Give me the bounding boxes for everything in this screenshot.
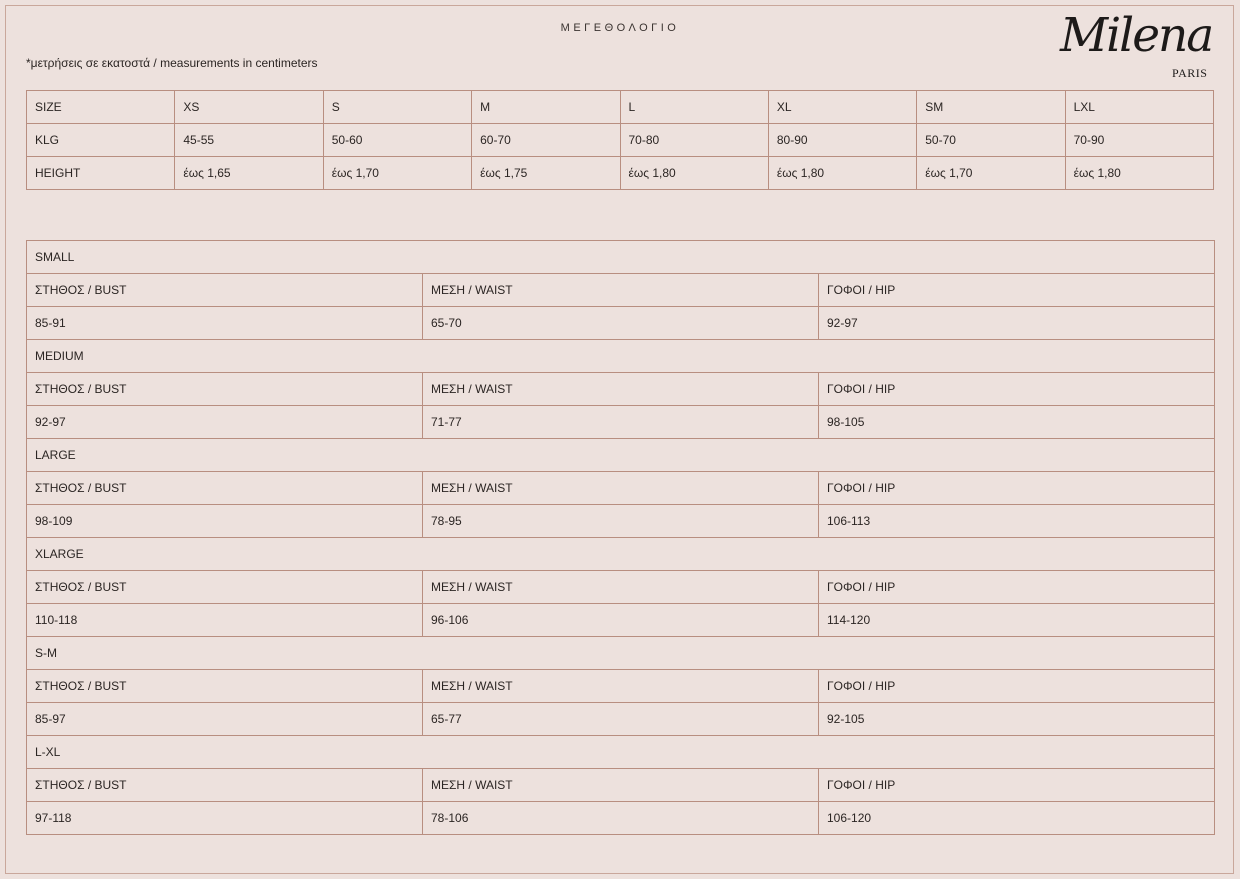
measurement-note: *μετρήσεις σε εκατοστά / measurements in centimeters: [26, 56, 318, 70]
table-cell: 70-90: [1065, 124, 1213, 157]
table-cell: 50-70: [917, 124, 1065, 157]
table-cell: L: [620, 91, 768, 124]
table-row: [27, 373, 1215, 406]
group-name: LARGE: [27, 439, 1215, 472]
table-cell: SIZE: [27, 91, 175, 124]
group-header-row: [27, 340, 1215, 373]
group-name: MEDIUM: [27, 340, 1215, 373]
table-cell: XS: [175, 91, 323, 124]
table-row: [27, 472, 1215, 505]
bust-value: 110-118: [27, 604, 423, 637]
table-cell: 45-55: [175, 124, 323, 157]
table-row: [27, 157, 1214, 190]
table-cell: έως 1,75: [472, 157, 620, 190]
table-cell: έως 1,80: [1065, 157, 1213, 190]
table-row: [27, 307, 1215, 340]
bust-header: ΣΤΗΘΟΣ / BUST: [27, 472, 423, 505]
size-chart-table: [26, 90, 1214, 190]
bust-header: ΣΤΗΘΟΣ / BUST: [27, 373, 423, 406]
hip-header: ΓΟΦΟΙ / HIP: [819, 670, 1215, 703]
table-row: [27, 406, 1215, 439]
brand-logo-subtitle: PARIS: [1172, 66, 1208, 80]
table-cell: έως 1,65: [175, 157, 323, 190]
bust-header: ΣΤΗΘΟΣ / BUST: [27, 769, 423, 802]
bust-header: ΣΤΗΘΟΣ / BUST: [27, 670, 423, 703]
table-cell: έως 1,80: [768, 157, 916, 190]
group-name: SMALL: [27, 241, 1215, 274]
hip-value: 114-120: [819, 604, 1215, 637]
hip-header: ΓΟΦΟΙ / HIP: [819, 274, 1215, 307]
bust-header: ΣΤΗΘΟΣ / BUST: [27, 571, 423, 604]
waist-value: 78-106: [423, 802, 819, 835]
table-row: [27, 604, 1215, 637]
table-cell: 60-70: [472, 124, 620, 157]
table-row: [27, 670, 1215, 703]
table-cell: XL: [768, 91, 916, 124]
waist-header: ΜΕΣΗ / WAIST: [423, 472, 819, 505]
brand-logo-script: Milena: [1060, 8, 1213, 63]
group-header-row: [27, 736, 1215, 769]
table-row: [27, 505, 1215, 538]
waist-header: ΜΕΣΗ / WAIST: [423, 373, 819, 406]
group-header-row: [27, 637, 1215, 670]
table-row: [27, 802, 1215, 835]
table-row: [27, 124, 1214, 157]
bust-header: ΣΤΗΘΟΣ / BUST: [27, 274, 423, 307]
hip-value: 92-97: [819, 307, 1215, 340]
bust-value: 98-109: [27, 505, 423, 538]
waist-header: ΜΕΣΗ / WAIST: [423, 571, 819, 604]
table-cell: S: [323, 91, 471, 124]
group-name: L-XL: [27, 736, 1215, 769]
table-cell: LXL: [1065, 91, 1213, 124]
table-row: [27, 571, 1215, 604]
table-cell: 50-60: [323, 124, 471, 157]
waist-header: ΜΕΣΗ / WAIST: [423, 670, 819, 703]
waist-value: 65-77: [423, 703, 819, 736]
waist-header: ΜΕΣΗ / WAIST: [423, 274, 819, 307]
waist-value: 65-70: [423, 307, 819, 340]
table-row: [27, 769, 1215, 802]
table-cell: 70-80: [620, 124, 768, 157]
group-header-row: [27, 439, 1215, 472]
group-name: XLARGE: [27, 538, 1215, 571]
hip-header: ΓΟΦΟΙ / HIP: [819, 373, 1215, 406]
hip-value: 106-120: [819, 802, 1215, 835]
hip-value: 98-105: [819, 406, 1215, 439]
hip-value: 106-113: [819, 505, 1215, 538]
hip-header: ΓΟΦΟΙ / HIP: [819, 769, 1215, 802]
bust-value: 92-97: [27, 406, 423, 439]
waist-header: ΜΕΣΗ / WAIST: [423, 769, 819, 802]
table-cell: KLG: [27, 124, 175, 157]
table-cell: έως 1,70: [917, 157, 1065, 190]
page-title: ΜΕΓΕΘΟΛΟΓΙΟ: [560, 22, 680, 34]
brand-logo: [1056, 8, 1221, 84]
table-cell: SM: [917, 91, 1065, 124]
table-cell: έως 1,80: [620, 157, 768, 190]
bust-value: 85-97: [27, 703, 423, 736]
group-header-row: [27, 241, 1215, 274]
table-row: [27, 703, 1215, 736]
table-cell: M: [472, 91, 620, 124]
table-row: [27, 274, 1215, 307]
bust-value: 97-118: [27, 802, 423, 835]
hip-value: 92-105: [819, 703, 1215, 736]
table-cell: HEIGHT: [27, 157, 175, 190]
hip-header: ΓΟΦΟΙ / HIP: [819, 571, 1215, 604]
measurements-table: [26, 240, 1215, 835]
waist-value: 96-106: [423, 604, 819, 637]
bust-value: 85-91: [27, 307, 423, 340]
table-row: [27, 91, 1214, 124]
waist-value: 78-95: [423, 505, 819, 538]
hip-header: ΓΟΦΟΙ / HIP: [819, 472, 1215, 505]
group-name: S-M: [27, 637, 1215, 670]
table-cell: 80-90: [768, 124, 916, 157]
waist-value: 71-77: [423, 406, 819, 439]
group-header-row: [27, 538, 1215, 571]
table-cell: έως 1,70: [323, 157, 471, 190]
